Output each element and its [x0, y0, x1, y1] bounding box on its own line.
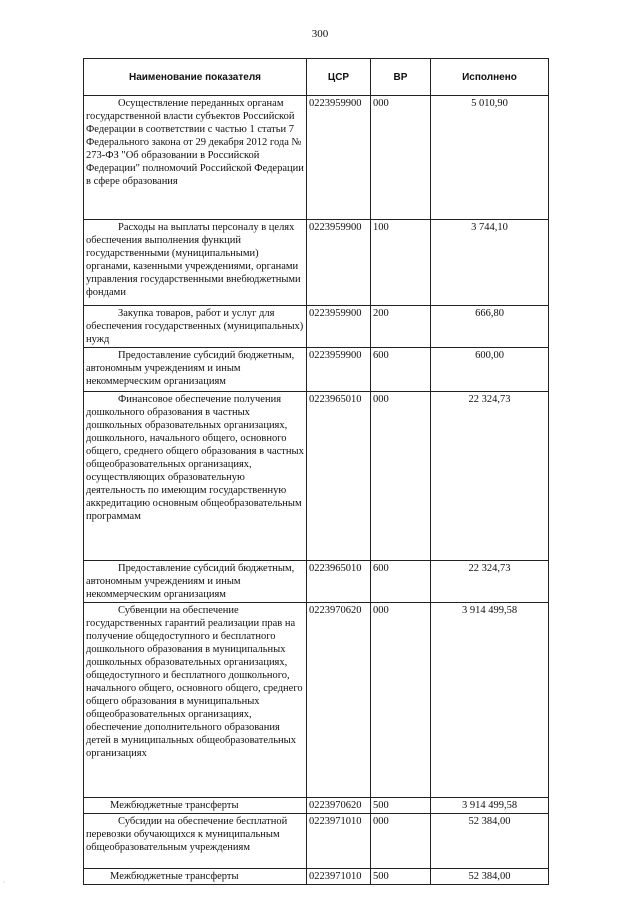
- row-amount: 22 324,73: [431, 561, 549, 603]
- scan-speck: ·: [372, 884, 374, 890]
- row-name: Предоставление субсидий бюджетным, автономным учреждениям и иным некоммерческим организациям: [86, 563, 295, 600]
- row-name: Закупка товаров, работ и услуг для обеспечения государственных (муниципальных) нужд: [86, 308, 304, 345]
- row-amount: 600,00: [431, 348, 549, 392]
- table-header-row: [84, 59, 549, 96]
- table-row: [84, 392, 549, 561]
- page-number: 300: [311, 28, 329, 40]
- row-csr: 0223971010: [307, 814, 371, 869]
- header-name: Наименование показателя: [84, 59, 307, 96]
- row-csr: 0223971010: [307, 869, 371, 885]
- row-name: Субсидии на обеспечение бесплатной перевозки обучающихся к муниципальным общеобразовательным учреждениям: [86, 816, 288, 853]
- row-amount: 5 010,90: [431, 96, 549, 220]
- row-csr: 0223959900: [307, 348, 371, 392]
- row-csr: 0223965010: [307, 392, 371, 561]
- row-vr: 600: [371, 561, 431, 603]
- row-name: Межбюджетные трансферты: [110, 871, 239, 882]
- row-vr: 200: [371, 306, 431, 348]
- row-csr: 0223959900: [307, 306, 371, 348]
- row-amount: 52 384,00: [431, 869, 549, 885]
- row-vr: 000: [371, 392, 431, 561]
- row-vr: 000: [371, 96, 431, 220]
- row-csr: 0223970620: [307, 603, 371, 798]
- row-csr: 0223970620: [307, 798, 371, 814]
- row-amount: 3 914 499,58: [431, 603, 549, 798]
- row-name: Финансовое обеспечение получения дошкольного образования в частных дошкольных образовательных организациях, дошкольного, начального общего, основного общего, среднего общего образования в частных общеобразовательных организациях, осуществляющих образовательную деятельность по имеющим государственную аккредитацию основным общеобразовательным программам: [86, 394, 304, 522]
- table-row: [84, 561, 549, 603]
- header-vr: ВР: [371, 59, 431, 96]
- row-vr: 600: [371, 348, 431, 392]
- row-csr: 0223959900: [307, 96, 371, 220]
- row-csr: 0223959900: [307, 220, 371, 306]
- budget-execution-table: [83, 58, 549, 885]
- row-name: Межбюджетные трансферты: [110, 800, 239, 811]
- header-csr: ЦСР: [307, 59, 371, 96]
- row-name: Расходы на выплаты персоналу в целях обеспечения выполнения функций государственными (муниципальными) органами, казенными учреждениями, органами управления государственными внебюджетными фондами: [86, 222, 301, 298]
- row-amount: 666,80: [431, 306, 549, 348]
- row-vr: 100: [371, 220, 431, 306]
- row-name: Осуществление переданных органам государственной власти субъектов Российской Федерации в соответствии с частью 1 статьи 7 Федерального закона от 29 декабря 2012 года № 273-ФЗ "Об образовании в Российской Федерации" полномочий Российской Федерации в сфере образования: [86, 98, 304, 187]
- table-row: [84, 306, 549, 348]
- row-name: Субвенции на обеспечение государственных гарантий реализации прав на получение общедоступного и бесплатного дошкольного образования в муниципальных дошкольных образовательных организациях, общедоступного и бесплатного дошкольного, начального общего, основного общего, среднего общего образования в муниципальных общеобразовательных организациях, обеспечение дополнительного образования детей в муниципальных общеобразовательных организациях: [86, 605, 303, 759]
- table-row: [84, 220, 549, 306]
- table-row: [84, 814, 549, 869]
- table-row: [84, 869, 549, 885]
- row-amount: 3 744,10: [431, 220, 549, 306]
- row-vr: 500: [371, 869, 431, 885]
- table-row: [84, 603, 549, 798]
- row-amount: 22 324,73: [431, 392, 549, 561]
- table-row: [84, 96, 549, 220]
- header-executed: Исполнено: [431, 59, 549, 96]
- row-vr: 500: [371, 798, 431, 814]
- scan-speck: ·: [3, 880, 5, 886]
- row-amount: 3 914 499,58: [431, 798, 549, 814]
- row-csr: 0223965010: [307, 561, 371, 603]
- row-vr: 000: [371, 814, 431, 869]
- table-row: [84, 348, 549, 392]
- table-row: [84, 798, 549, 814]
- row-name: Предоставление субсидий бюджетным, автономным учреждениям и иным некоммерческим организациям: [86, 350, 295, 387]
- row-amount: 52 384,00: [431, 814, 549, 869]
- row-vr: 000: [371, 603, 431, 798]
